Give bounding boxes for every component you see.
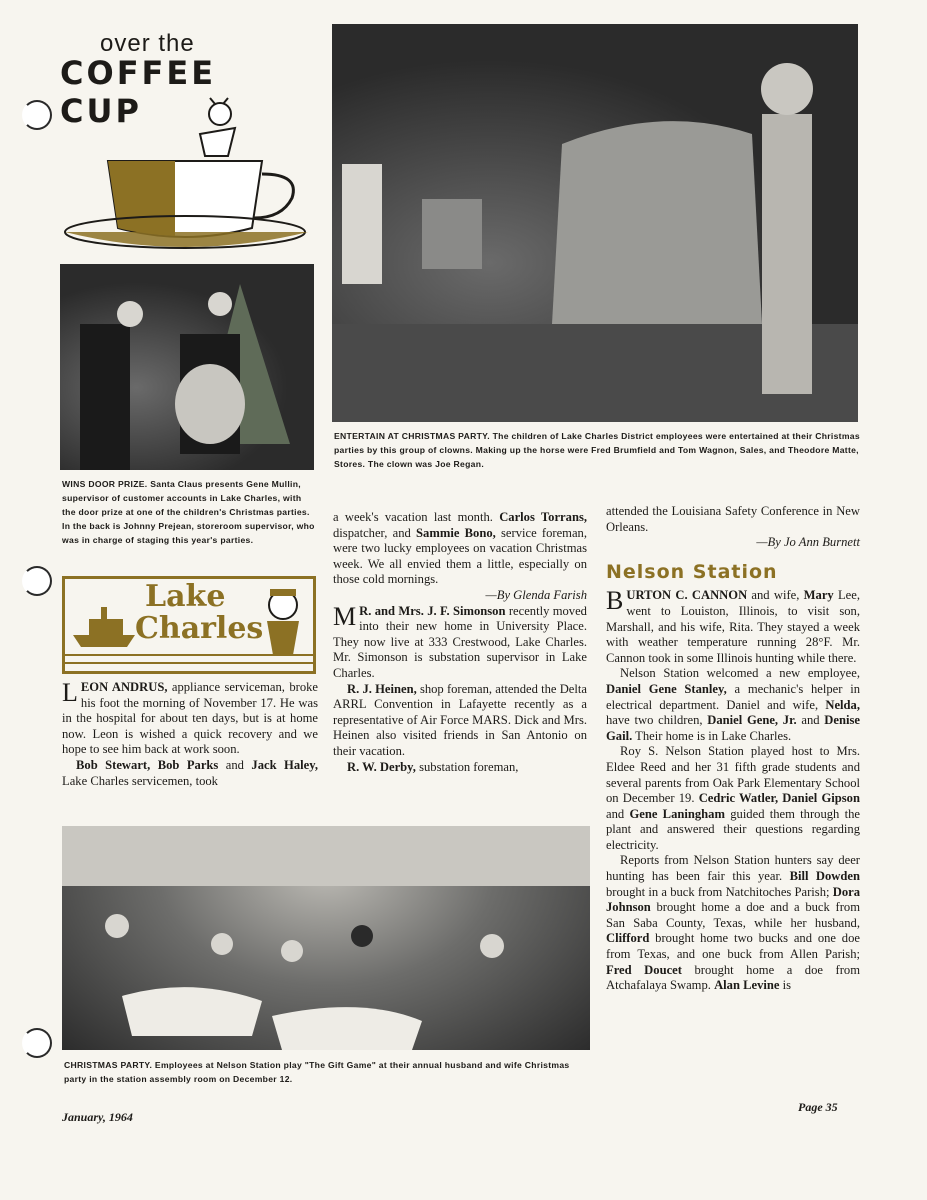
col1-p2-text: Lake Charles servicemen, took [62, 773, 218, 788]
col3-p5-d: brought home two bucks and one doe from Texas, and one buck from Allen Parish; [606, 931, 860, 962]
caption-clowns-head: ENTERTAIN AT CHRISTMAS PARTY. [334, 431, 490, 441]
name-nelda: Nelda, [825, 697, 860, 712]
photo-clowns [332, 24, 858, 422]
coffee-cup-icon [65, 161, 308, 248]
col3-p3-d: and [796, 713, 825, 728]
col2-p3-text: shop foreman, attended the Delta ARRL Convention in Lafayette recently as a representative of Air Force MARS. Dick and Mrs. Heinen also visited friends in San Antonio on their vacation. [333, 681, 587, 758]
footer-page: Page 35 [798, 1100, 838, 1114]
name-fred-doucet: Fred Doucet [606, 962, 682, 977]
caption-christmas-party [64, 1058, 592, 1086]
col3-p5-a: Reports from Nelson Station hunters say deer hunting has been fair this year. [606, 853, 860, 884]
column-2 [333, 510, 587, 775]
lake-logo-line2: Charles [135, 611, 264, 646]
coffee-cup-illustration [60, 86, 320, 256]
caption-clowns-body: The children of Lake Charles District employees were entertained at their Christmas parties by this group of clowns. Making up the horse were Fred Brumfield and Tom Wagnon, Sales, and Theodore Matte, Stores. The clown was Joe Regan. [334, 431, 860, 469]
binder-hole [22, 100, 52, 130]
col2-p1-c: service foreman, were two lucky employees on vacation Christmas week. We all envied them a little, especially on those cold mornings. [333, 525, 587, 587]
name-rw-derby: R. W. Derby, [347, 759, 416, 774]
name-rj-heinen: R. J. Heinen, [347, 681, 417, 696]
caption-door-prize [62, 477, 316, 547]
name-carlos-torrans: Carlos Torrans, [499, 510, 587, 524]
col3-p4-b: and [606, 806, 630, 821]
col3-p5-f: is [779, 978, 792, 993]
col3-p4-a: Roy S. Nelson Station played host to Mrs. Eldee Reed and her 31 fifth grade students and several parents from Oak Park Elementary School on December 19. [606, 744, 860, 806]
name-jack-haley: Jack Haley, [251, 757, 318, 772]
heading-nelson-station: Nelson Station [606, 560, 778, 583]
col3-p3-c: have two children, [606, 713, 708, 728]
col3-p3-a: Nelson Station welcomed a new employee, [620, 666, 860, 681]
col3-p5-b: brought in a buck from Natchitoches Parish; [606, 884, 833, 899]
col3-p5-e: brought home a doe from Atchafalaya Swamp. [606, 962, 860, 993]
name-burton-cannon: URTON C. CANNON [626, 588, 748, 603]
col3-p2-b: Lee, went to Louiston, Illinois, to visit son, Marshall, and his wife, Rita. They stayed a week with weather temperature running 28°F. Mr. Cannon took in some Illinois hunting while there. [606, 588, 860, 665]
col1-p1-text: appliance serviceman, broke his foot the morning of November 17. He was in the hospital for about ten days, but is at home now. Leon is wished a quick recovery and we hope to see him back at work soon. [62, 680, 318, 757]
name-alan-levine: Alan Levine [714, 978, 780, 993]
name-sammie-bono: Sammie Bono, [416, 525, 496, 540]
caption-party-head: CHRISTMAS PARTY. [64, 1060, 153, 1070]
column-1 [62, 680, 318, 789]
reddy-kilowatt-icon [200, 98, 235, 156]
names-watler-gipson: Cedric Watler, Daniel Gipson [698, 791, 860, 806]
name-leon-andrus: EON ANDRUS, [80, 680, 168, 694]
masthead-over: over the [100, 30, 195, 57]
name-daniel-gene-stanley: Daniel Gene Stanley, [606, 681, 727, 696]
col3-p3-b: a mechanic's helper in electrical department. Daniel and wife, [606, 681, 860, 712]
names-stewart-parks: Bob Stewart, Bob Parks [76, 757, 219, 772]
col3-p4-c: guided them through the plant and answered their questions regarding electricity. [606, 806, 860, 852]
col2-p2-text: recently moved into their new home in University Place. They now live at 333 Crestwood, Lake Charles. Mr. Simonson is substation supervisor in Lake Charles. [333, 603, 587, 680]
footer-date: January, 1964 [62, 1110, 133, 1124]
lake-charles-logo [62, 576, 316, 674]
masthead-cup: CUP [60, 92, 142, 130]
col3-p1-text: attended the Louisiana Safety Conference in New Orleans. [606, 504, 860, 534]
binder-hole [22, 566, 52, 596]
name-gene-laningham: Gene Laningham [629, 806, 725, 821]
name-mary: Mary [803, 588, 834, 603]
photo-door-prize [60, 264, 314, 470]
name-dora-johnson: Dora Johnson [606, 884, 860, 915]
masthead-coffee: COFFEE [60, 54, 217, 92]
caption-door-head: WINS DOOR PRIZE. [62, 479, 148, 489]
col2-p1-b: dispatcher, and [333, 525, 417, 540]
byline-glenda-farish: —By Glenda Farish [485, 587, 587, 602]
col2-p1-a: a week's vacation last month. [333, 510, 500, 524]
binder-hole [22, 1028, 52, 1058]
name-bill-dowden: Bill Dowden [789, 869, 860, 884]
dropcap-b: B [606, 586, 624, 616]
name-clifford: Clifford [606, 931, 650, 946]
col3-p3-e: Their home is in Lake Charles. [632, 728, 792, 743]
byline-jo-ann-burnett: —By Jo Ann Burnett [756, 535, 860, 550]
dropcap-l: L [62, 678, 78, 707]
col3-p2-a: and wife, [747, 588, 804, 603]
column-3 [606, 504, 860, 994]
photo-christmas-party [62, 826, 590, 1050]
name-simonson: R. and Mrs. J. F. Simonson [359, 603, 506, 618]
name-daniel-gene-jr: Daniel Gene, Jr. [707, 713, 797, 728]
caption-clowns [334, 429, 862, 471]
caption-door-body: Santa Claus presents Gene Mullin, supervisor of customer accounts in Lake Charles, with the door prize at one of the children's Christmas parties. In the back is Johnny Prejean, storeroom supervisor, who was in charge of staging this year's parties. [62, 479, 315, 545]
col3-p5-c: brought home a doe and a buck from San Saba County, Texas, while her husband, [606, 900, 860, 930]
caption-party-body: Employees at Nelson Station play "The Gift Game" at their annual husband and wife Christmas party in the station assembly room on December 12. [64, 1060, 570, 1084]
reddy-kilowatt-captain-icon [267, 589, 299, 655]
name-denise-gail: Denise Gail. [606, 713, 860, 743]
col1-p2-and: and [218, 757, 252, 772]
ship-icon [73, 607, 135, 647]
col2-p4-text: substation foreman, [415, 759, 519, 774]
lake-logo-line1: Lake [145, 579, 226, 614]
dropcap-m: M [333, 601, 357, 631]
